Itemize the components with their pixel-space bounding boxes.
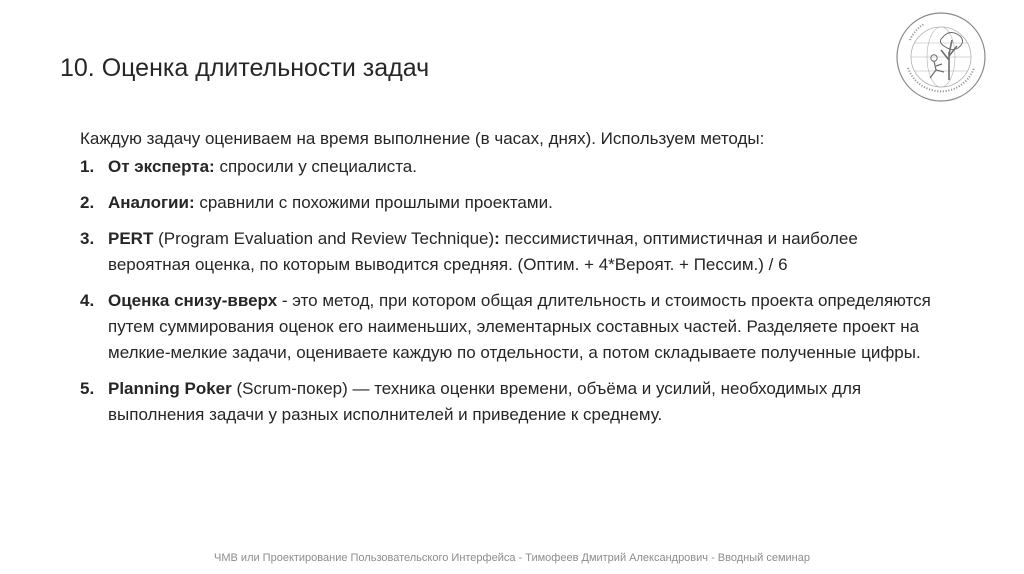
slide-footer: ЧМВ или Проектирование Пользовательского Интерфейса - Тимофеев Дмитрий Александрович - Вводный семинар xyxy=(214,552,810,564)
intro-text: Каждую задачу оцениваем на время выполнение (в часах, днях). Используем методы: xyxy=(80,129,765,148)
methods-list xyxy=(80,154,940,428)
item-term-expansion: (Program Evaluation and Review Technique) xyxy=(153,229,495,248)
item-description: сравнили с похожими прошлыми проектами. xyxy=(194,193,553,212)
item-term-colon: : xyxy=(494,229,500,248)
slide-title: 10. Оценка длительности задач xyxy=(60,54,430,82)
item-term: PERT xyxy=(108,229,154,248)
item-term: Аналогии: xyxy=(108,193,195,212)
item-description: - это метод, при котором общая длительность и стоимость проекта определяются путем суммирования оценок его наименьших, элементарных составных частей. Разделяете проект на мелкие-мелкие задачи, оцениваете каждую по отдельности, а потом складываете полученные цифры. xyxy=(108,291,931,362)
item-description: спросили у специалиста. xyxy=(214,157,417,176)
list-item xyxy=(80,288,940,366)
item-number: 3. xyxy=(80,229,95,248)
item-number: 4. xyxy=(80,291,95,310)
list-item xyxy=(80,190,940,216)
university-emblem-icon xyxy=(894,10,988,104)
list-item xyxy=(80,376,940,428)
item-description: пессимистичная, оптимистичная и наиболее вероятная оценка, по которым выводится средняя. (Оптим. + 4*Вероят. + Пессим.) / 6 xyxy=(108,229,858,274)
slide-body xyxy=(80,126,940,438)
list-item xyxy=(80,154,940,180)
item-number: 1. xyxy=(80,157,95,176)
list-item xyxy=(80,226,940,278)
item-term: Planning Poker xyxy=(108,379,232,398)
item-term: От эксперта: xyxy=(108,157,215,176)
item-number: 2. xyxy=(80,193,95,212)
item-number: 5. xyxy=(80,379,95,398)
item-description: (Scrum-покер) — техника оценки времени, объёма и усилий, необходимых для выполнения задачи у разных исполнителей и приведение к среднему. xyxy=(108,379,862,424)
item-term: Оценка снизу-вверх xyxy=(108,291,278,310)
